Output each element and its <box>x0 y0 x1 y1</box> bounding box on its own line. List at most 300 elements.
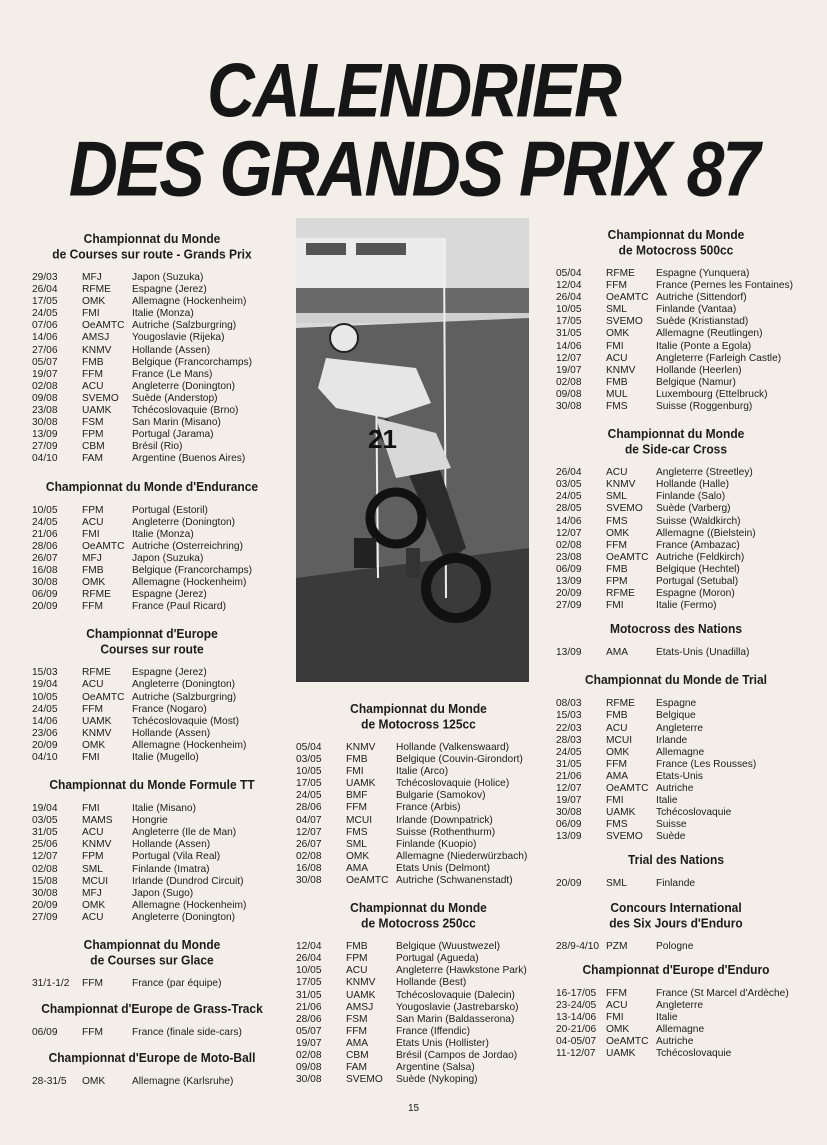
section-heading-line: de Motocross 500cc <box>618 243 734 258</box>
event-date: 14/06 <box>556 340 582 352</box>
event-date: 31/05 <box>32 827 58 839</box>
event-date: 07/06 <box>32 320 58 332</box>
event-date: 31/05 <box>556 328 582 340</box>
event-federation: OMK <box>606 746 630 758</box>
calendar-section <box>556 228 796 413</box>
calendar-section <box>32 627 272 764</box>
calendar-section <box>556 853 796 890</box>
event-row <box>556 783 796 795</box>
section-heading-line: Championnat du Monde <box>607 227 745 242</box>
event-row <box>32 553 272 565</box>
section-heading <box>556 673 796 689</box>
event-country: Portugal (Setubal) <box>656 575 739 587</box>
event-date: 23/08 <box>32 405 58 417</box>
event-date: 10/05 <box>32 504 58 516</box>
event-country: Angleterre (Donington) <box>132 380 236 392</box>
event-country: Allemagne <box>656 1023 705 1035</box>
event-date: 12/07 <box>32 851 58 863</box>
event-federation: OeAMTC <box>82 320 125 332</box>
event-row <box>556 552 796 564</box>
event-federation: RFME <box>82 284 111 296</box>
event-federation: FMB <box>606 563 628 575</box>
event-date: 20-21/06 <box>556 1023 597 1035</box>
event-country: Allemagne ((Bielstein) <box>656 527 756 539</box>
event-row <box>556 540 796 552</box>
event-date: 28/03 <box>556 734 582 746</box>
event-federation: MFJ <box>82 552 102 564</box>
section-heading-line: Championnat d'Europe d'Enduro <box>582 962 770 977</box>
event-federation: FFM <box>606 758 627 770</box>
event-country: Italie (Monza) <box>132 528 194 540</box>
calendar-section <box>32 1051 272 1088</box>
event-country: Italie (Arco) <box>396 766 449 778</box>
event-federation: FMB <box>82 356 104 368</box>
event-federation: RFME <box>82 589 111 601</box>
event-row <box>32 876 272 888</box>
event-date: 27/09 <box>556 600 582 612</box>
event-country: Espagne (Moron) <box>656 588 735 600</box>
event-row <box>296 766 541 778</box>
event-row <box>296 742 541 754</box>
event-row <box>556 328 796 340</box>
event-row <box>556 1012 796 1024</box>
event-federation: ACU <box>82 679 104 691</box>
event-row <box>296 941 541 953</box>
calendar-section <box>556 963 796 1061</box>
event-row <box>556 723 796 735</box>
event-row <box>556 316 796 328</box>
event-country: San Marin (Misano) <box>132 417 221 429</box>
section-heading <box>32 231 272 263</box>
event-country: Allemagne <box>656 746 705 758</box>
section-heading-line: Championnat du Monde d'Endurance <box>45 479 259 494</box>
event-federation: ACU <box>606 722 628 734</box>
event-date: 28-31/5 <box>32 1076 67 1088</box>
event-federation: OeAMTC <box>606 783 649 794</box>
event-federation: FMI <box>606 340 624 352</box>
event-federation: KNMV <box>606 364 636 376</box>
event-country: Italie (Misano) <box>132 803 196 815</box>
event-row <box>32 679 272 691</box>
event-country: Tchécoslovaquie (Holice) <box>396 778 510 790</box>
event-federation: SVEMO <box>346 1074 383 1086</box>
event-country: Suède <box>656 831 686 843</box>
event-country: France (finale side-cars) <box>132 1027 242 1039</box>
event-row <box>296 990 541 1002</box>
event-country: Allemagne (Hockenheim) <box>132 899 247 911</box>
section-heading <box>556 426 796 458</box>
event-country: Finlande (Salo) <box>656 491 726 503</box>
event-row <box>296 953 541 965</box>
event-row <box>556 698 796 710</box>
event-federation: FSM <box>82 417 104 429</box>
calendar-section <box>296 901 541 1086</box>
event-row <box>32 529 272 541</box>
event-federation: SVEMO <box>82 392 119 404</box>
event-date: 13-14/06 <box>556 1011 597 1023</box>
event-date: 06/09 <box>556 563 582 575</box>
calendar-section <box>32 480 272 614</box>
event-row <box>32 417 272 429</box>
event-country: Belgique (Hechtel) <box>656 563 740 575</box>
section-heading <box>32 1051 272 1067</box>
event-country: Angleterre <box>656 722 704 734</box>
event-federation: ACU <box>82 911 104 923</box>
event-federation: FPM <box>82 504 104 516</box>
event-row <box>556 576 796 588</box>
event-date: 02/08 <box>296 850 322 862</box>
event-row <box>556 304 796 316</box>
motocross-rider-illustration <box>296 218 529 682</box>
event-country: Allemagne (Karlsruhe) <box>132 1076 234 1088</box>
event-federation: FMI <box>346 766 364 778</box>
event-federation: SML <box>606 304 627 316</box>
event-country: États Unis (Hollister) <box>396 1037 489 1049</box>
event-country: Allemagne (Niederwürzbach) <box>396 850 528 862</box>
event-country: Italie <box>656 795 678 807</box>
column-right <box>556 228 796 1068</box>
event-date: 28/06 <box>32 540 58 552</box>
event-federation: MCUI <box>606 734 633 746</box>
event-federation: MAMS <box>82 815 113 827</box>
event-date: 24/05 <box>32 516 58 528</box>
event-federation: FMB <box>346 754 368 766</box>
event-country: Brésil (Campos de Jordao) <box>396 1049 518 1061</box>
event-row <box>556 503 796 515</box>
event-row <box>296 1026 541 1038</box>
event-row <box>556 735 796 747</box>
event-country: États-Unis (Unadilla) <box>656 647 750 659</box>
event-federation: AMA <box>606 770 629 782</box>
event-row <box>556 292 796 304</box>
event-federation: RFME <box>606 698 635 710</box>
event-row <box>296 1050 541 1062</box>
section-heading-line: des Six Jours d'Enduro <box>609 915 743 931</box>
event-date: 12/07 <box>556 527 582 539</box>
event-row <box>32 308 272 320</box>
event-federation: KNMV <box>346 977 376 989</box>
event-row <box>556 401 796 413</box>
event-federation: MFJ <box>82 887 102 899</box>
event-federation: FMI <box>606 600 624 612</box>
event-date: 02/08 <box>32 380 58 392</box>
event-date: 31/05 <box>296 989 322 1001</box>
event-federation: OeAMTC <box>606 551 649 563</box>
event-country: San Marin (Baldasserona) <box>396 1013 515 1025</box>
event-date: 28/9-4/10 <box>556 940 600 952</box>
event-row <box>32 272 272 284</box>
event-date: 19/07 <box>556 795 582 807</box>
motocross-photo <box>296 218 529 682</box>
event-federation: ACU <box>606 999 628 1011</box>
event-country: Autriche (Salzburgring) <box>132 691 237 703</box>
event-federation: CBM <box>346 1049 369 1061</box>
event-date: 25/06 <box>32 839 58 851</box>
event-federation: SML <box>82 863 103 875</box>
event-row <box>556 878 796 890</box>
event-date: 10/05 <box>296 965 322 977</box>
event-date: 27/09 <box>32 911 58 923</box>
section-heading-line: Championnat du Monde <box>83 937 221 952</box>
event-country: Luxembourg (Ettelbruck) <box>656 388 768 400</box>
event-country: France (Ambazac) <box>656 539 740 551</box>
event-row <box>32 1027 272 1039</box>
event-row <box>556 389 796 401</box>
event-country: Portugal (Jarama) <box>132 429 214 441</box>
event-country: Suède (Nykoping) <box>396 1074 478 1086</box>
event-row <box>556 1048 796 1060</box>
event-country: Autriche <box>656 783 694 794</box>
event-row <box>296 827 541 839</box>
event-country: Italie (Ponte a Egola) <box>656 340 752 352</box>
event-federation: KNMV <box>82 344 112 356</box>
event-date: 20/09 <box>556 878 582 890</box>
event-row <box>556 988 796 1000</box>
event-federation: FMS <box>606 515 628 527</box>
event-date: 05/07 <box>32 356 58 368</box>
page-number: 15 <box>407 1103 420 1114</box>
event-federation: OMK <box>82 739 106 751</box>
section-heading-line: de Motocross 125cc <box>361 717 476 732</box>
event-country: Allemagne (Hockenheim) <box>132 577 247 589</box>
calendar-section <box>32 1002 272 1039</box>
event-row <box>32 716 272 728</box>
event-row <box>556 479 796 491</box>
event-date: 24/05 <box>556 491 582 503</box>
event-country: France (Le Mans) <box>132 368 213 380</box>
event-date: 28/06 <box>296 1013 322 1025</box>
section-heading <box>32 937 272 969</box>
event-date: 27/06 <box>32 344 58 356</box>
event-date: 31/05 <box>556 758 582 770</box>
event-row <box>32 589 272 601</box>
event-row <box>32 601 272 613</box>
event-row <box>32 429 272 441</box>
event-row <box>296 965 541 977</box>
event-federation: FAM <box>346 1062 367 1074</box>
event-country: Autriche (Feldkirch) <box>656 551 745 563</box>
calendar-section <box>32 778 272 924</box>
event-federation: FFM <box>606 539 627 551</box>
event-date: 21/06 <box>32 528 58 540</box>
event-row <box>556 588 796 600</box>
event-country: Angleterre (Ile de Man) <box>132 827 237 839</box>
event-country: Hollande (Valkenswaard) <box>396 742 510 753</box>
section-heading-line: de Courses sur Glace <box>90 953 214 968</box>
event-row <box>32 441 272 453</box>
event-country: Portugal (Agueda) <box>396 953 479 965</box>
event-date: 24/05 <box>296 790 322 802</box>
event-date: 16/08 <box>32 564 58 576</box>
event-row <box>556 941 796 953</box>
event-country: Tchécoslovaquie (Most) <box>132 715 240 727</box>
event-date: 02/08 <box>556 539 582 551</box>
event-row <box>32 978 272 990</box>
event-federation: KNMV <box>606 479 636 491</box>
event-country: France (Les Rousses) <box>656 758 757 770</box>
event-date: 30/08 <box>32 887 58 899</box>
event-date: 14/06 <box>32 332 58 344</box>
event-federation: FPM <box>82 851 104 863</box>
event-federation: SML <box>606 878 627 890</box>
event-row <box>556 268 796 280</box>
event-country: Hollande (Assen) <box>132 727 211 739</box>
event-date: 16-17/05 <box>556 987 597 999</box>
event-federation: UAMK <box>606 807 636 819</box>
event-row <box>556 516 796 528</box>
event-country: Italie (Fermo) <box>656 600 717 612</box>
event-country: Argentine (Buenos Aires) <box>132 453 246 465</box>
event-country: Italie (Monza) <box>132 308 194 320</box>
event-row <box>296 815 541 827</box>
event-date: 28/05 <box>556 503 582 515</box>
event-date: 26/04 <box>32 284 58 296</box>
event-country: Espagne (Yunquera) <box>656 268 750 279</box>
event-federation: FFM <box>606 987 627 999</box>
section-heading-line: Championnat du Monde Formule TT <box>49 777 255 793</box>
event-row <box>296 851 541 863</box>
event-country: Irlande <box>656 734 688 746</box>
event-date: 09/08 <box>296 1062 322 1074</box>
event-country: Allemagne (Hockenheim) <box>132 739 247 751</box>
event-federation: PZM <box>606 940 628 952</box>
event-federation: UAMK <box>606 1048 636 1060</box>
event-country: Tchécoslovaquie (Brno) <box>132 405 239 417</box>
event-federation: FMI <box>82 528 100 540</box>
section-heading <box>296 900 541 932</box>
event-date: 04-05/07 <box>556 1036 597 1048</box>
event-row <box>556 341 796 353</box>
event-country: Finlande <box>656 878 696 890</box>
event-country: États Unis (Delmont) <box>396 862 490 874</box>
event-country: Hollande (Assen) <box>132 839 211 851</box>
calendar-section <box>556 673 796 843</box>
event-country: Japon (Suzuka) <box>132 272 204 283</box>
event-date: 13/09 <box>32 429 58 441</box>
section-heading-line: Trial des Nations <box>627 853 725 868</box>
event-date: 31/1-1/2 <box>32 978 70 990</box>
event-date: 17/05 <box>296 778 322 790</box>
calendar-section <box>556 622 796 659</box>
event-country: Angleterre (Farleigh Castle) <box>656 352 782 364</box>
event-federation: BMF <box>346 790 368 802</box>
event-row <box>556 710 796 722</box>
event-federation: AMSJ <box>346 1001 374 1013</box>
event-federation: OMK <box>346 850 370 862</box>
event-federation: SVEMO <box>606 316 643 328</box>
event-date: 05/04 <box>556 268 582 279</box>
event-federation: CBM <box>82 441 105 453</box>
event-country: Yougoslavie (Rijeka) <box>132 332 225 344</box>
event-federation: FMB <box>606 376 628 388</box>
event-date: 28/06 <box>296 802 322 814</box>
event-date: 19/07 <box>32 368 58 380</box>
section-heading-line: Championnat du Monde de Trial <box>584 672 767 688</box>
event-date: 14/06 <box>32 715 58 727</box>
event-row <box>296 1062 541 1074</box>
event-date: 17/05 <box>556 316 582 328</box>
event-date: 20/09 <box>556 588 582 600</box>
event-federation: FFM <box>82 601 103 613</box>
event-country: Finlande (Vantaa) <box>656 304 737 316</box>
event-federation: SML <box>346 838 367 850</box>
event-date: 24/05 <box>556 746 582 758</box>
event-federation: FMS <box>606 401 628 413</box>
event-date: 21/06 <box>296 1001 322 1013</box>
section-heading <box>32 627 272 659</box>
column-left <box>32 232 272 1096</box>
event-row <box>296 1038 541 1050</box>
event-federation: MCUI <box>82 875 109 887</box>
event-row <box>32 381 272 393</box>
event-row <box>32 453 272 465</box>
event-row <box>32 332 272 344</box>
event-date: 10/05 <box>32 691 58 703</box>
event-federation: ACU <box>606 352 628 364</box>
event-federation: KNMV <box>82 839 112 851</box>
event-federation: FMB <box>606 710 628 722</box>
event-federation: RFME <box>606 268 635 279</box>
event-country: Japon (Sugo) <box>132 887 194 899</box>
event-row <box>556 467 796 479</box>
event-country: Japon (Suzuka) <box>132 552 204 564</box>
event-date: 12/04 <box>556 280 582 292</box>
event-row <box>556 1000 796 1012</box>
event-country: Suède (Anderstop) <box>132 392 218 404</box>
event-country: Irlande (Dundrod Circuit) <box>132 875 244 887</box>
event-row <box>32 345 272 357</box>
event-date: 10/05 <box>296 766 322 778</box>
event-federation: OeAMTC <box>606 1036 649 1048</box>
event-country: Pologne <box>656 940 694 952</box>
event-date: 15/08 <box>32 875 58 887</box>
rider-number: 21 <box>368 424 397 454</box>
section-heading-line: Championnat d'Europe de Moto-Ball <box>48 1050 256 1066</box>
event-row <box>32 369 272 381</box>
event-date: 24/05 <box>32 308 58 320</box>
event-row <box>296 802 541 814</box>
event-country: Espagne (Jerez) <box>132 284 207 296</box>
event-federation: FPM <box>82 429 104 441</box>
event-row <box>556 491 796 503</box>
event-federation: OMK <box>606 328 630 340</box>
event-row <box>32 505 272 517</box>
event-federation: FMB <box>346 941 368 953</box>
event-federation: ACU <box>82 516 104 528</box>
event-federation: OeAMTC <box>82 691 125 703</box>
event-row <box>32 728 272 740</box>
event-row <box>32 864 272 876</box>
event-row <box>32 393 272 405</box>
event-country: Brésil (Rio) <box>132 441 183 453</box>
event-federation: OeAMTC <box>606 292 649 304</box>
title-calendrier: CALENDRIER <box>207 47 620 133</box>
event-federation: OeAMTC <box>82 540 125 552</box>
section-heading-line: Championnat du Monde <box>607 426 745 442</box>
event-date: 06/09 <box>32 589 58 601</box>
event-federation: FMI <box>606 795 624 807</box>
event-date: 12/07 <box>296 826 322 838</box>
event-federation: OeAMTC <box>346 875 389 887</box>
section-heading <box>556 622 796 638</box>
event-country: Angleterre (Donington) <box>132 911 236 923</box>
event-row <box>32 803 272 815</box>
event-federation: UAMK <box>346 778 376 790</box>
calendar-section <box>32 938 272 990</box>
event-federation: RFME <box>606 588 635 600</box>
event-date: 19/07 <box>556 364 582 376</box>
event-date: 16/08 <box>296 862 322 874</box>
